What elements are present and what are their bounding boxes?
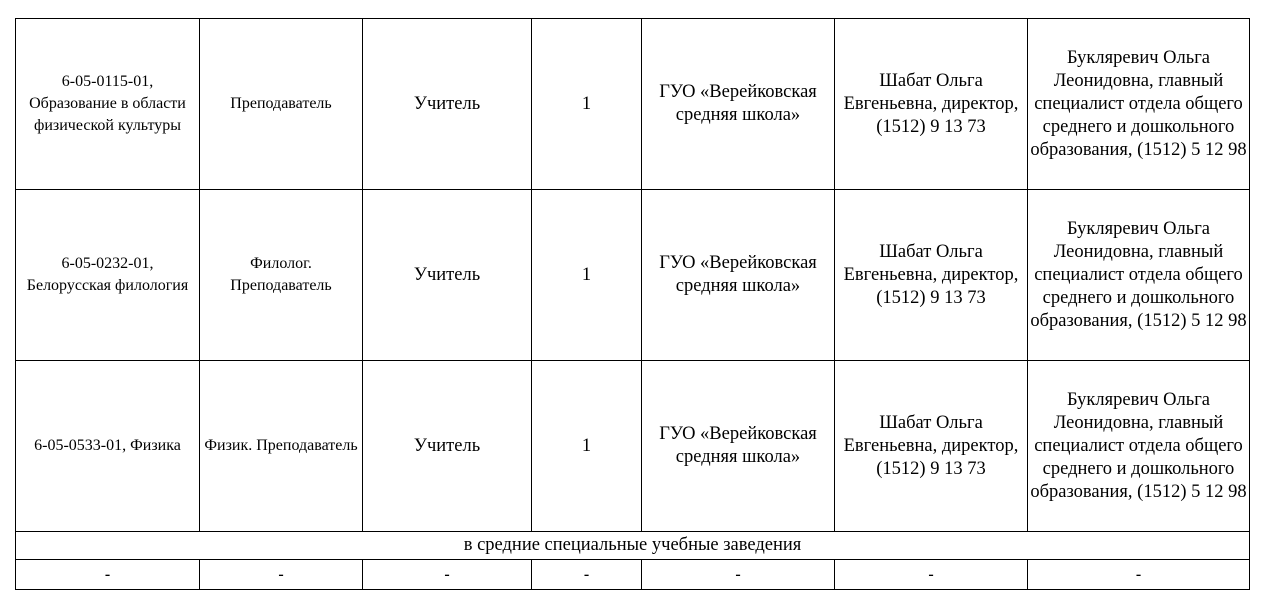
section-heading: в средние специальные учебные заведения xyxy=(16,532,1250,560)
count-cell: 1 xyxy=(532,361,642,532)
empty-cell: - xyxy=(1028,560,1250,590)
specialty-cell: 6-05-0232-01, Белорусская филология xyxy=(16,190,200,361)
empty-cell: - xyxy=(200,560,363,590)
position-cell: Учитель xyxy=(363,190,532,361)
contact-cell: Шабат Ольга Евгеньевна, директор, (1512) 9 13 73 xyxy=(835,190,1028,361)
responsible-cell: Букляревич Ольга Леонидовна, главный специалист отдела общего среднего и дошкольного образования, (1512) 5 12 98 xyxy=(1028,19,1250,190)
organization-cell: ГУО «Верейковская средняя школа» xyxy=(642,190,835,361)
empty-cell: - xyxy=(642,560,835,590)
table-row xyxy=(16,19,1250,190)
count-cell: 1 xyxy=(532,190,642,361)
qualification-cell: Филолог. Преподаватель xyxy=(200,190,363,361)
contact-cell: Шабат Ольга Евгеньевна, директор, (1512) 9 13 73 xyxy=(835,361,1028,532)
specialty-cell: 6-05-0533-01, Физика xyxy=(16,361,200,532)
responsible-cell: Букляревич Ольга Леонидовна, главный специалист отдела общего среднего и дошкольного образования, (1512) 5 12 98 xyxy=(1028,190,1250,361)
qualification-cell: Преподаватель xyxy=(200,19,363,190)
distribution-table xyxy=(15,18,1250,590)
count-cell: 1 xyxy=(532,19,642,190)
specialty-cell: 6-05-0115-01, Образование в области физической культуры xyxy=(16,19,200,190)
qualification-cell: Физик. Преподаватель xyxy=(200,361,363,532)
organization-cell: ГУО «Верейковская средняя школа» xyxy=(642,19,835,190)
table-row xyxy=(16,560,1250,590)
table-row xyxy=(16,190,1250,361)
empty-cell: - xyxy=(835,560,1028,590)
table-row xyxy=(16,361,1250,532)
section-heading-row xyxy=(16,532,1250,560)
position-cell: Учитель xyxy=(363,19,532,190)
responsible-cell: Букляревич Ольга Леонидовна, главный специалист отдела общего среднего и дошкольного образования, (1512) 5 12 98 xyxy=(1028,361,1250,532)
empty-cell: - xyxy=(532,560,642,590)
empty-cell: - xyxy=(363,560,532,590)
position-cell: Учитель xyxy=(363,361,532,532)
organization-cell: ГУО «Верейковская средняя школа» xyxy=(642,361,835,532)
contact-cell: Шабат Ольга Евгеньевна, директор, (1512) 9 13 73 xyxy=(835,19,1028,190)
empty-cell: - xyxy=(16,560,200,590)
